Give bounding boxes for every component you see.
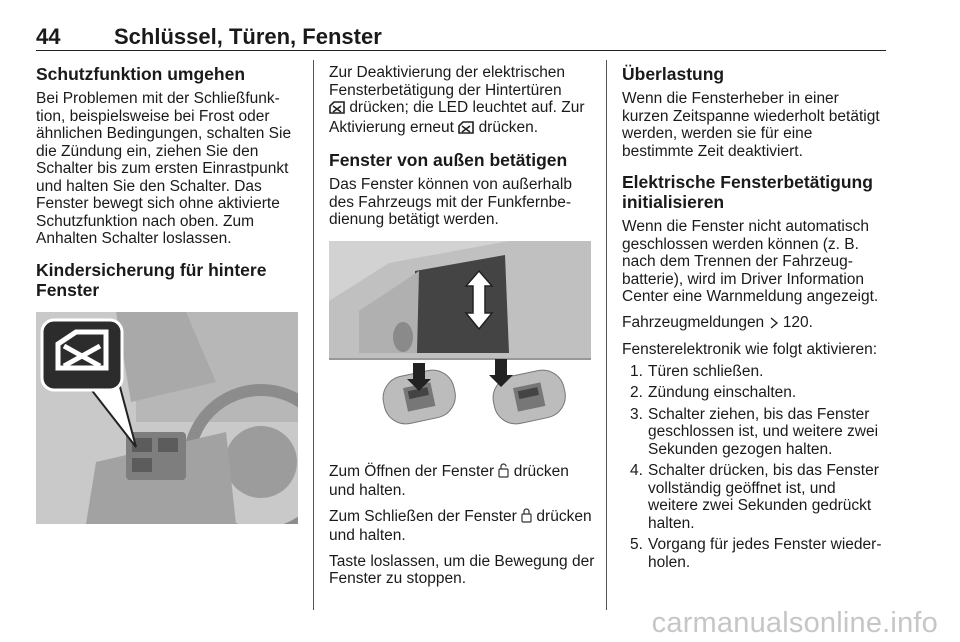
heading-initialize: Elektrische Fensterbetätigung initialisieren xyxy=(622,172,873,212)
heading-child-lock: Kindersicherung für hintere Fenster xyxy=(36,259,267,300)
link-vehicle-messages[interactable]: Fahrzeugmeldungen xyxy=(622,313,765,331)
paragraph-activate: Fensterelektronik wie folgt aktivieren: xyxy=(622,341,878,358)
child-lock-window-icon xyxy=(329,101,345,119)
unlock-key-icon xyxy=(498,463,509,483)
lock-key-icon xyxy=(521,508,532,528)
heading-remote-window: Fenster von außen betätigen xyxy=(329,150,568,170)
child-lock-illustration xyxy=(36,312,298,524)
paragraph-open-window: Zum Öffnen der Fenster drücken und halten. xyxy=(329,462,569,499)
paragraph-initialize: Wenn die Fenster nicht automatisch geschlossen werden können (z. B. nach dem Trennen der Fahrzeugbatterie), wird im Driver Information Center eine Warnmeldung angezeigt. xyxy=(622,218,879,305)
child-lock-window-icon xyxy=(458,121,474,139)
page-number: 44 xyxy=(36,24,61,49)
column-right xyxy=(622,64,888,575)
watermark: carmanualsonline.info xyxy=(651,607,938,639)
column-divider xyxy=(606,60,607,610)
paragraph-close-window: Zum Schließen der Fenster drücken und halten. xyxy=(329,507,592,544)
paragraph-overload: Wenn die Fensterheber in einer kurzen Zeitspanne wiederholt betätigt werden, werden sie für eine bestimmte Zeit deaktiviert. xyxy=(622,90,880,160)
paragraph-remote: Das Fenster können von außerhalb des Fahrzeugs mit der Funkfernbedienung betätigt werden. xyxy=(329,176,572,228)
remote-window-figure xyxy=(329,241,591,451)
list-item: 3. Schalter ziehen, bis das Fenster geschlossen ist, und weitere zwei Sekunden gezogen halten. xyxy=(630,405,879,458)
column-middle xyxy=(329,64,595,596)
heading-bypass-protection: Schutzfunktion umgehen xyxy=(36,64,246,84)
paragraph-child-lock-activation: Zur Deaktivierung der elektrischen Fensterbetätigung der Hintertüren drücken; die LED leuchtet auf. Zur Aktivierung erneut drücken. xyxy=(329,64,595,138)
column-left xyxy=(36,64,298,524)
paragraph-stop-window: Taste loslassen, um die Bewegung der Fenster zu stoppen. xyxy=(329,552,595,587)
heading-overload: Überlastung xyxy=(622,64,725,84)
paragraph-vehicle-messages: Fahrzeugmeldungen 120. xyxy=(622,314,888,334)
xref-arrow-icon xyxy=(769,316,779,334)
paragraph-bypass: Bei Problemen mit der Schließfunktion, beispielsweise bei Frost oder ähnlichen Bedingungen, schalten Sie die Zündung ein, ziehen Sie den Schalter bis zum ersten Einrastpunkt und halten Sie den Schalter. Das Fenster bewegt sich ohne aktivierte Schutzfunktion nach oben. Zum Anhalten Schalter loslassen. xyxy=(36,90,292,247)
remote-window-illustration xyxy=(329,241,591,451)
page-header xyxy=(36,20,886,51)
child-lock-figure xyxy=(36,312,298,524)
chapter-title: Schlüssel, Türen, Fenster xyxy=(114,24,382,49)
column-divider xyxy=(313,60,314,610)
list-item: 5. Vorgang für jedes Fenster wiederholen. xyxy=(630,536,882,571)
steps-list xyxy=(622,363,888,572)
list-item: 1. Türen schließen. xyxy=(630,362,764,380)
list-item: 4. Schalter drücken, bis das Fenster vollständig geöffnet ist, und weitere zwei Sekunden gedrückt halten. xyxy=(630,462,879,532)
list-item: 2. Zündung einschalten. xyxy=(630,384,797,401)
